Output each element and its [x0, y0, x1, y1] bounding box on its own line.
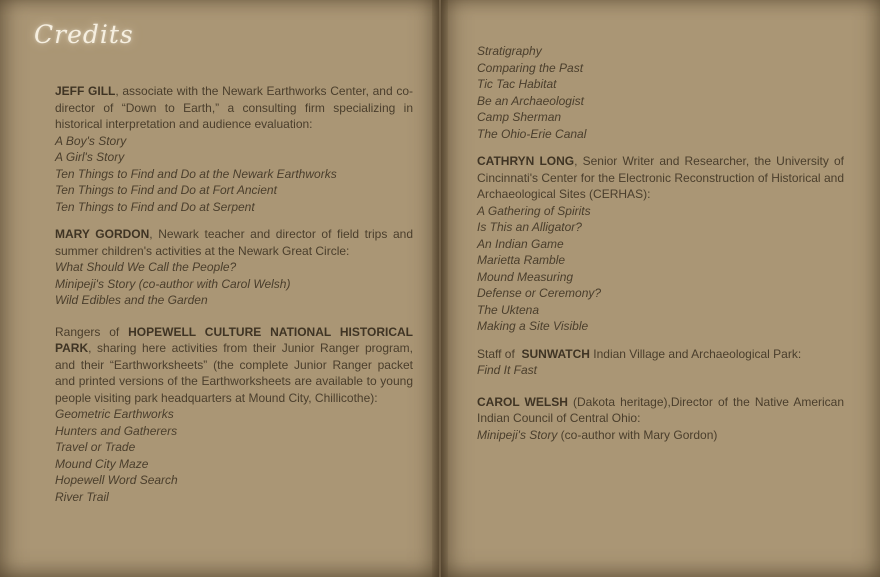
work-title: Tic Tac Habitat — [477, 77, 557, 91]
credit-hopewell-rangers — [55, 324, 413, 506]
book-gutter — [432, 0, 448, 577]
credit-name: JEFF GILL — [55, 84, 116, 98]
work-title: Defense or Ceremony? — [477, 286, 602, 300]
credit-intro — [55, 83, 413, 133]
credit-mary-gordon — [55, 226, 413, 309]
credit-intro — [55, 324, 413, 407]
work-title: Camp Sherman — [477, 110, 562, 124]
credit-description: , associate with the Newark Earthworks Center, and co-director of “Down to Earth,” a consulting firm specializing in historical interpretation and audience evaluation: — [55, 84, 414, 131]
work-title: Hopewell Word Search — [55, 473, 178, 487]
work-title: An Indian Game — [477, 236, 564, 251]
work-title: The Uktena — [477, 302, 540, 317]
credit-name: CATHRYN LONG — [477, 154, 575, 168]
work-title: Stratigraphy — [477, 44, 542, 58]
page-title: Credits — [34, 20, 134, 49]
credit-description: , Senior Writer and Researcher, the University of Cincinnati's Center for the Electronic Reconstruction of Historical and Archaeological Sites (CERHAS): — [477, 154, 844, 201]
work-title: A Boy's Story — [55, 133, 127, 148]
work-title: The Ohio-Erie Canal — [477, 126, 587, 141]
work-title: What Should We Call the People? — [55, 260, 237, 274]
work-title: Ten Things to Find and Do at the Newark Earthworks — [55, 166, 337, 181]
work-line — [477, 427, 844, 444]
credit-description: Indian Village and Archaeological Park: — [589, 346, 802, 361]
credit-intro — [477, 394, 844, 427]
work-title: Hunters and Gatherers — [55, 423, 178, 438]
left-page — [0, 0, 439, 577]
left-column — [55, 83, 413, 516]
credit-jeff-gill — [55, 83, 413, 215]
work-title: Be an Archaeologist — [477, 93, 584, 108]
work-title: A Girl's Story — [55, 150, 125, 164]
work-title: Minipeji's Story — [477, 427, 558, 442]
credit-intro — [55, 226, 413, 259]
work-title: Wild Edibles and the Garden — [55, 293, 208, 307]
credit-intro — [477, 153, 844, 203]
credit-description: , sharing here activities from their Junior Ranger program, and their “Earthworksheets” (the complete Junior Ranger packet and printed versions of the Earthworksheets are available to young people visiting park headquarters at Mound City, Chillicothe): — [55, 341, 413, 405]
credit-sunwatch — [477, 346, 844, 379]
credit-prefix: Staff of — [477, 346, 522, 361]
credit-name: HOPEWELL CULTURE NATIONAL HISTORICAL PARK — [55, 324, 413, 355]
work-title: Mound City Maze — [55, 456, 149, 471]
work-title: River Trail — [55, 489, 109, 504]
credit-name: SUNWATCH — [521, 346, 590, 361]
credit-name: CAROL WELSH — [477, 394, 568, 409]
credit-prefix: Rangers of — [55, 324, 129, 339]
credit-description: , Newark teacher and director of field trips and summer children's activities at the Newark Great Circle: — [55, 227, 413, 258]
credit-cathryn-long — [477, 153, 844, 335]
credit-intro — [477, 346, 844, 363]
work-title: Comparing the Past — [477, 60, 584, 75]
work-title: A Gathering of Spirits — [477, 203, 591, 218]
work-title: Ten Things to Find and Do at Serpent — [55, 199, 255, 214]
credit-carol-welsh — [477, 394, 844, 444]
work-title: Is This an Alligator? — [477, 220, 582, 234]
work-title: Find It Fast — [477, 363, 538, 377]
work-title: Making a Site Visible — [477, 319, 589, 333]
works-list — [55, 133, 413, 216]
work-title: Travel or Trade — [55, 440, 136, 454]
work-title: Mound Measuring — [477, 269, 574, 284]
works-list — [477, 203, 844, 335]
credit-name: MARY GORDON — [55, 227, 150, 241]
continued-works — [477, 43, 844, 142]
work-note: (co-author with Mary Gordon) — [557, 427, 718, 442]
work-title: Geometric Earthworks — [55, 407, 174, 421]
work-title: Marietta Ramble — [477, 253, 566, 267]
right-column — [477, 43, 844, 454]
works-list — [55, 406, 413, 505]
credit-description: (Dakota heritage),Director of the Native American Indian Council of Central Ohio: — [477, 394, 844, 425]
works-list — [477, 43, 844, 142]
work-title: Minipeji's Story (co-author with Carol Welsh) — [55, 276, 291, 291]
works-list — [477, 362, 844, 379]
works-list — [55, 259, 413, 309]
work-title: Ten Things to Find and Do at Fort Ancient — [55, 183, 277, 197]
